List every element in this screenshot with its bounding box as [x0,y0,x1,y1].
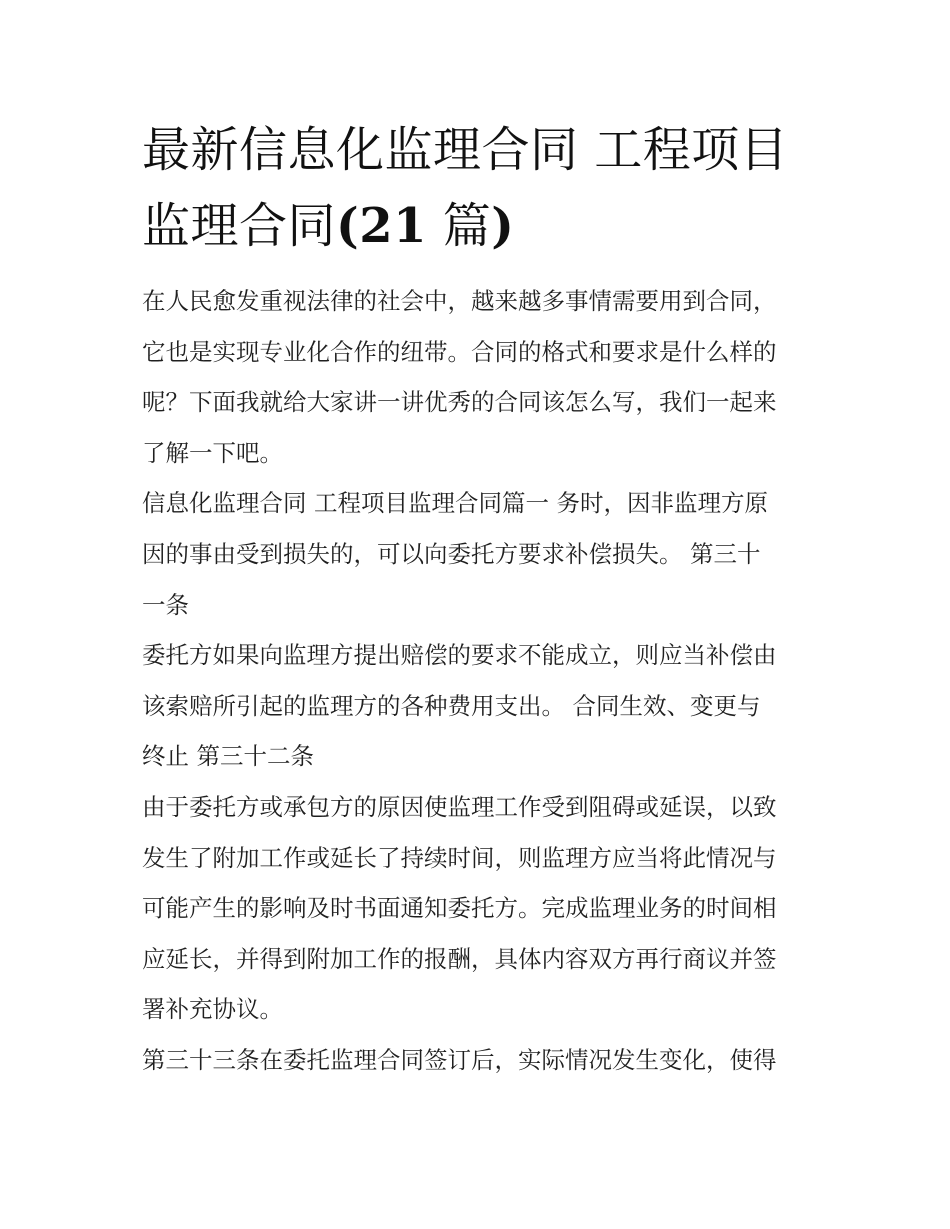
paragraph-line: 委托方如果向监理方提出赔偿的要求不能成立，则应当补偿由 [142,641,777,670]
paragraph-line: 终止 第三十二条 [142,742,314,771]
title-line-2-mid: 篇 [427,198,492,254]
paragraph-line: 由于委托方或承包方的原因使监理工作受到阻碍或延误，以致 [142,792,777,821]
paragraph-line: 呢？下面我就给大家讲一讲优秀的合同该怎么写，我们一起来 [142,388,777,417]
document-content [142,112,812,1086]
title-line-2-prefix: 监理合同 [142,198,337,254]
document-title [142,112,812,264]
title-line-2-suffix: ) [491,198,515,254]
title-line-2-bold: (21 [336,198,428,254]
paragraph-line: 信息化监理合同 工程项目监理合同篇一 务时，因非监理方原 [142,489,768,518]
title-line-1: 最新信息化监理合同 工程项目 [142,122,789,178]
paragraph-section-1 [142,478,812,630]
paragraph-intro [142,276,812,478]
paragraph-line: 一条 [142,590,189,619]
paragraph-article-31 [142,630,812,782]
paragraph-line: 在人民愈发重视法律的社会中，越来越多事情需要用到合同， [142,287,777,315]
paragraph-line: 应延长，并得到附加工作的报酬，具体内容双方再行商议并签 [142,944,777,973]
paragraph-line: 可能产生的影响及时书面通知委托方。完成监理业务的时间相 [142,894,777,923]
paragraph-line: 了解一下吧。 [142,438,283,467]
paragraph-line: 发生了附加工作或延长了持续时间，则监理方应当将此情况与 [142,843,777,872]
paragraph-line: 第三十三条在委托监理合同签订后，实际情况发生变化，使得 [142,1045,777,1074]
paragraph-line: 该索赔所引起的监理方的各种费用支出。 合同生效、变更与 [142,691,761,720]
paragraph-line: 因的事由受到损失的，可以向委托方要求补偿损失。 第三十 [142,539,761,568]
paragraph-article-32 [142,782,812,1035]
paragraph-line: 它也是实现专业化合作的纽带。合同的格式和要求是什么样的 [142,337,777,366]
paragraph-line: 署补充协议。 [142,995,283,1024]
paragraph-article-33 [142,1035,812,1086]
title-line-2 [142,188,812,264]
